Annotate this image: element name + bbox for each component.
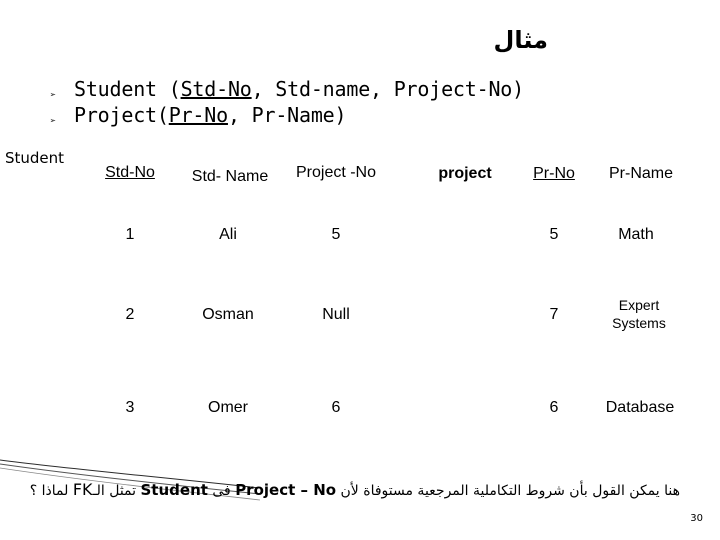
project-header-pr-name: Pr-Name [608,165,673,182]
project-cell: Database [605,399,675,416]
student-cell: 1 [125,226,135,243]
student-table-label: Student [5,149,65,167]
student-cell: Ali [219,226,237,243]
note-term-project-no: Project – No [235,481,337,499]
note-text: تمثل الـ [92,483,141,499]
project-header-pr-no: Pr-No [533,165,575,182]
student-cell: 2 [125,306,135,323]
page-number: 30 [690,513,703,524]
slide-title: مثال [493,26,548,54]
student-header-std-no: Std-No [105,164,155,181]
note-term-fk: FK [72,480,93,499]
project-cell: 7 [549,306,559,323]
schema-bullet-list [50,76,524,128]
schema-suffix: , Pr-Name) [227,103,347,127]
schema-primary-key: Std-No [180,77,252,101]
schema-bullet-student [50,76,524,102]
student-cell: 5 [331,226,341,243]
student-cell: 6 [331,399,341,416]
student-header-std-name: Std- Name [191,168,269,185]
schema-primary-key: Pr-No [168,103,228,127]
student-header-project-no: Project -No [295,164,377,181]
schema-prefix: Project( [74,103,169,127]
project-cell: Expert Systems [612,297,666,331]
decorative-curve-lines [0,458,260,540]
student-cell: Omer [208,399,248,416]
project-cell: Math [618,226,654,243]
bullet-arrow-icon: ➢ [50,90,56,101]
schema-suffix: , Std-name, Project-No) [251,77,524,101]
student-cell: 3 [125,399,135,416]
note-text: فى [207,483,236,499]
note-text: هنا يمكن القول بأن شروط التكاملية المرجعية مستوفاة لأن [336,483,680,499]
note-term-student: Student [140,481,208,499]
student-cell: Null [322,306,350,323]
project-table-label: project [438,165,492,182]
student-cell: Osman [202,306,254,323]
referential-integrity-note [29,480,680,499]
schema-bullet-project [50,102,524,128]
project-cell: 5 [549,226,559,243]
schema-prefix: Student ( [74,77,181,101]
note-text: لماذا ؟ [29,483,73,499]
project-cell: 6 [549,399,559,416]
bullet-arrow-icon: ➢ [50,116,56,127]
